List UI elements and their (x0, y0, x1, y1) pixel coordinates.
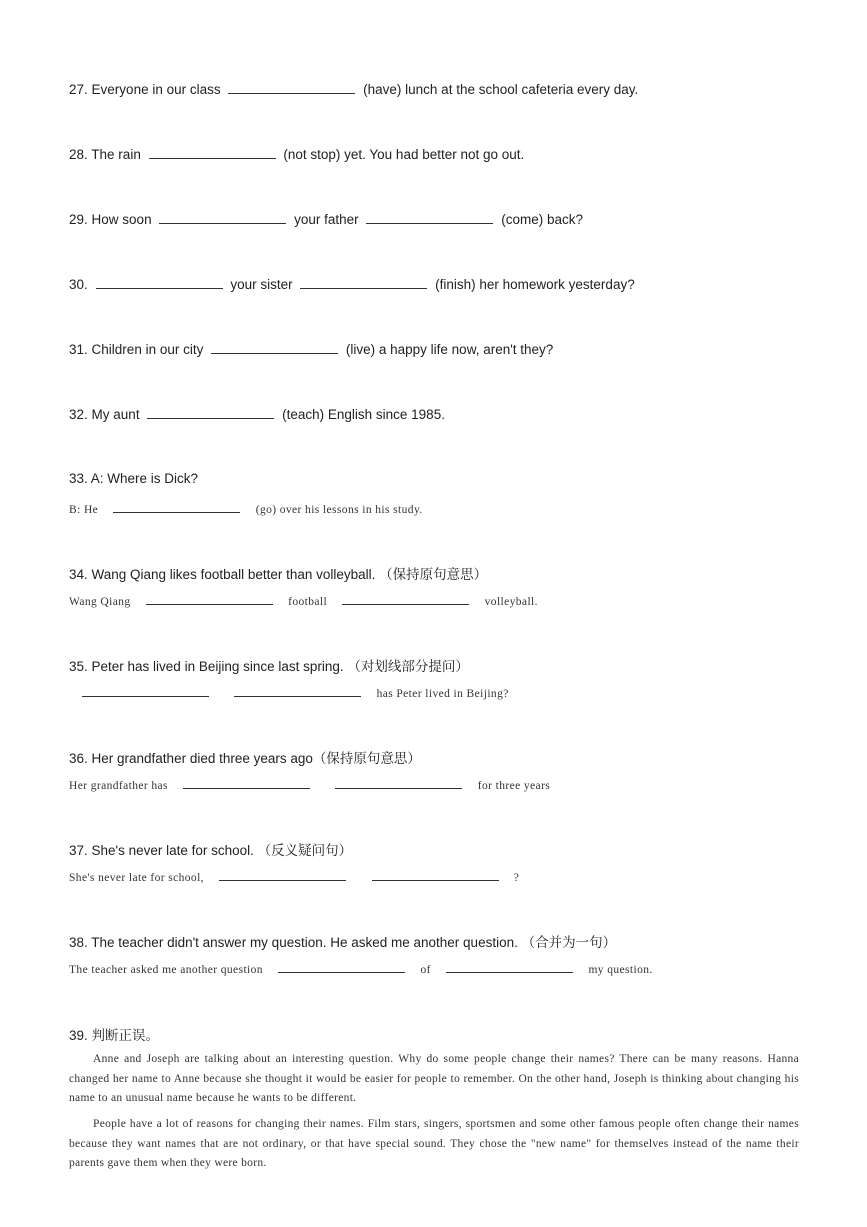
answer-blank[interactable] (446, 960, 573, 973)
question-37: 37. She's never late for school. （反义疑问句） (69, 843, 353, 858)
question-text: your sister (230, 277, 293, 292)
answer-blank[interactable] (300, 276, 427, 289)
answer-blank[interactable] (149, 146, 276, 159)
question-text: (finish) her homework yesterday? (435, 277, 635, 292)
question-text: (teach) English since 1985. (282, 407, 445, 422)
answer-text: Wang Qiang (69, 596, 131, 608)
answer-text: ? (513, 872, 520, 884)
question-31 (69, 341, 553, 357)
answer-blank[interactable] (228, 81, 355, 94)
reading-paragraph-2 (69, 1115, 799, 1174)
question-text: Everyone in our class (91, 82, 221, 97)
answer-blank[interactable] (159, 211, 286, 224)
answer-blank[interactable] (211, 341, 338, 354)
answer-text: my question. (588, 964, 653, 976)
question-number: 30. (69, 277, 88, 292)
question-text: (not stop) yet. You had better not go out. (283, 147, 525, 162)
answer-blank[interactable] (183, 776, 310, 789)
paragraph-text: Anne and Joseph are talking about an interesting question. Why do some people change their names? There can be many reasons. Hanna changed her name to Anne because she thought it would be easier for people to remember. On the other hand, Joseph is thinking about changing his name to an unusual name because he wants to be different. (69, 1053, 799, 1104)
question-text: My aunt (91, 407, 140, 422)
answer-line-34 (69, 592, 538, 608)
answer-blank[interactable] (146, 592, 273, 605)
question-32 (69, 406, 445, 422)
question-text: your father (294, 212, 359, 227)
question-34: 34. Wang Qiang likes football better than volleyball. （保持原句意思） (69, 567, 488, 582)
answer-blank[interactable] (372, 868, 499, 881)
question-number: 27. (69, 82, 88, 97)
answer-blank[interactable] (335, 776, 462, 789)
answer-text: (go) over his lessons in his study. (255, 504, 423, 516)
answer-blank[interactable] (234, 684, 361, 697)
question-text: (live) a happy life now, aren't they? (345, 342, 554, 357)
question-35: 35. Peter has lived in Beijing since last spring. （对划线部分提问） (69, 659, 469, 674)
answer-blank[interactable] (113, 500, 240, 513)
question-number: 32. (69, 407, 88, 422)
question-27 (69, 81, 638, 97)
answer-blank[interactable] (219, 868, 346, 881)
answer-line-33 (69, 500, 423, 516)
answer-blank[interactable] (278, 960, 405, 973)
answer-text: has Peter lived in Beijing? (376, 688, 509, 700)
question-text: How soon (91, 212, 152, 227)
answer-blank[interactable] (366, 211, 493, 224)
answer-text: football (288, 596, 328, 608)
answer-text: B: He (69, 504, 99, 516)
answer-line-38 (69, 960, 653, 976)
reading-paragraph-1 (69, 1050, 799, 1109)
question-text: (have) lunch at the school cafeteria every day. (363, 82, 639, 97)
answer-blank[interactable] (96, 276, 223, 289)
answer-line-37 (69, 868, 519, 884)
answer-line-36 (69, 776, 550, 792)
question-text: The rain (91, 147, 141, 162)
question-28 (69, 146, 524, 162)
answer-text: She's never late for school, (69, 872, 204, 884)
answer-line-35 (78, 684, 509, 700)
answer-blank[interactable] (147, 406, 274, 419)
question-text: Children in our city (91, 342, 204, 357)
question-33: 33. A: Where is Dick? (69, 471, 199, 486)
answer-text: Her grandfather has (69, 780, 168, 792)
question-38: 38. The teacher didn't answer my question. He asked me another question. （合并为一句） (69, 935, 617, 950)
answer-blank[interactable] (342, 592, 469, 605)
answer-text: The teacher asked me another question (69, 964, 263, 976)
question-29 (69, 211, 583, 227)
answer-text: for three years (477, 780, 551, 792)
question-text: (come) back? (501, 212, 583, 227)
answer-text: of (420, 964, 431, 976)
answer-blank[interactable] (82, 684, 209, 697)
question-30 (69, 276, 635, 292)
paragraph-text: People have a lot of reasons for changing their names. Film stars, singers, sportsmen and some other famous people often change their names because they want names that are not ordinary, or that have special sound. They chose the "new name" for themselves instead of the name their parents gave them when they were born. (69, 1118, 799, 1169)
question-number: 29. (69, 212, 88, 227)
answer-text: volleyball. (484, 596, 538, 608)
question-36: 36. Her grandfather died three years ago（保持原句意思） (69, 751, 421, 766)
question-number: 31. (69, 342, 88, 357)
question-39-heading: 39. 判断正误。 (69, 1028, 160, 1043)
question-number: 28. (69, 147, 88, 162)
